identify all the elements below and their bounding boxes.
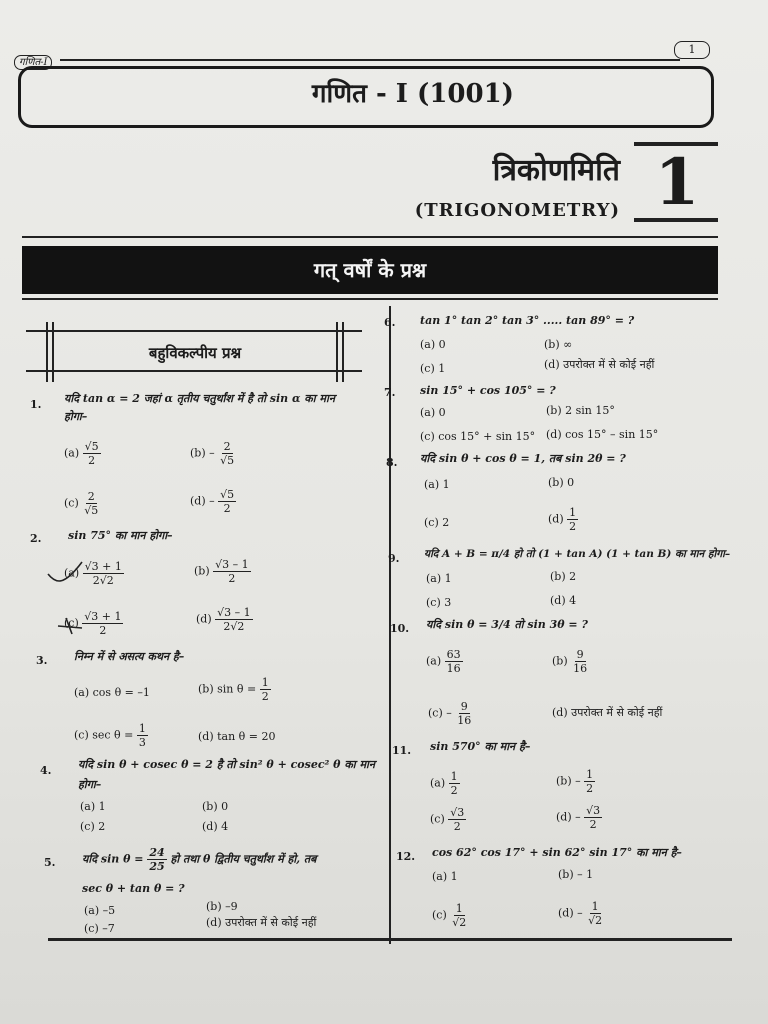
q12-option-c: (c) $\frac{1}{√2}$: [432, 902, 467, 929]
q5-option-c: (c) –7: [84, 922, 115, 935]
q1-text-2: होगा–: [64, 410, 88, 423]
bottom-rule: [48, 938, 732, 941]
q11-number: 11.: [392, 744, 412, 757]
q7-number: 7.: [384, 386, 396, 399]
q2-option-a: (a) $\frac{√3 + 1}{2√2}$: [64, 560, 122, 587]
header-line: [60, 59, 680, 61]
q8-number: 8.: [386, 456, 398, 469]
mcq-frame-bottom: [26, 370, 362, 372]
q5-option-d: (d) उपरोक्त में से कोई नहीं: [206, 916, 317, 929]
q9-option-a: (a) 1: [426, 572, 452, 585]
q4-option-a: (a) 1: [80, 800, 106, 813]
q9-option-c: (c) 3: [426, 596, 452, 609]
mcq-frame-left-1: [46, 322, 48, 382]
q7-option-a: (a) 0: [420, 406, 446, 419]
mcq-frame-right-1: [336, 322, 338, 382]
q8-text: यदि sin θ + cos θ = 1, तब sin 2θ = ?: [420, 452, 626, 465]
chapter-number: 1: [654, 145, 700, 220]
q12-number: 12.: [396, 850, 416, 863]
q1-option-d: (d) – $\frac{√5}{2}$: [190, 488, 235, 515]
q7-option-c: (c) cos 15° + sin 15°: [420, 430, 536, 443]
q5-option-b: (b) –9: [206, 900, 238, 913]
q1-number: 1.: [30, 398, 42, 411]
q2-option-b: (b) $\frac{√3 - 1}{2}$: [194, 558, 249, 585]
q11-option-c: (c) $\frac{√3}{2}$: [430, 806, 465, 833]
q2-option-c: (c) $\frac{√3 + 1}{2}$: [64, 610, 122, 637]
page-number: 1: [674, 41, 710, 59]
q6-option-c: (c) 1: [420, 362, 446, 375]
q11-option-d: (d) – $\frac{√3}{2}$: [556, 804, 601, 831]
subject-tag: गणित-I: [14, 55, 52, 70]
q9-text: यदि A + B = π/4 हो तो (1 + tan A) (1 + tan B) का मान होगा–: [424, 548, 731, 560]
q8-option-b: (b) 0: [548, 476, 575, 489]
q5-number: 5.: [44, 856, 56, 869]
mcq-frame-top: [26, 330, 362, 332]
q8-option-c: (c) 2: [424, 516, 450, 529]
q1-text: यदि tan α = 2 जहां α तृतीय चतुर्थांश में है तो sin α का मान: [64, 392, 335, 405]
q3-option-d: (d) tan θ = 20: [198, 730, 276, 743]
q2-number: 2.: [30, 532, 42, 545]
q11-text: sin 570° का मान है–: [430, 740, 531, 753]
q3-option-a: (a) cos θ = –1: [74, 686, 150, 699]
q5-text: यदि sin θ = $\frac{24}{25}$ हो तथा θ द्वितीय चतुर्थांश में हो, तब: [82, 846, 317, 873]
q4-option-c: (c) 2: [80, 820, 106, 833]
q12-option-b: (b) – 1: [558, 868, 594, 881]
q1-option-a: (a) $\frac{√5}{2}$: [64, 440, 99, 467]
q6-number: 6.: [384, 316, 396, 329]
q4-option-d: (d) 4: [202, 820, 229, 833]
q3-option-b: (b) sin θ = $\frac{1}{2}$: [198, 676, 269, 703]
q10-option-c: (c) – $\frac{9}{16}$: [428, 700, 472, 727]
q9-number: 9.: [388, 552, 400, 565]
banner-rule-top: [22, 236, 718, 238]
mcq-frame-right-2: [342, 322, 344, 382]
chapter-number-rule-bottom: [634, 218, 718, 222]
q2-text: sin 75° का मान होगा–: [68, 529, 173, 542]
q12-option-a: (a) 1: [432, 870, 458, 883]
pen-tick-mark-icon: [46, 560, 86, 590]
q11-option-b: (b) – $\frac{1}{2}$: [556, 768, 594, 795]
q10-option-a: (a) $\frac{63}{16}$: [426, 648, 461, 675]
q12-text: cos 62° cos 17° + sin 62° sin 17° का मान है–: [432, 846, 682, 859]
q10-text: यदि sin θ = 3/4 तो sin 3θ = ?: [426, 618, 588, 631]
chapter-title-hindi: त्रिकोणमिति: [492, 153, 620, 188]
q6-text: tan 1° tan 2° tan 3° ..... tan 89° = ?: [420, 314, 635, 327]
q7-text: sin 15° + cos 105° = ?: [420, 384, 556, 397]
q8-option-d: (d) $\frac{1}{2}$: [548, 506, 577, 533]
section-title: बहुविकल्पीय प्रश्न: [148, 344, 242, 362]
q5-option-a: (a) –5: [84, 904, 116, 917]
q4-option-b: (b) 0: [202, 800, 229, 813]
q6-option-b: (b) ∞: [544, 338, 573, 351]
q1-option-c: (c) $\frac{2}{√5}$: [64, 490, 99, 517]
q8-option-a: (a) 1: [424, 478, 450, 491]
q5-text-2: sec θ + tan θ = ?: [82, 882, 185, 895]
q11-option-a: (a) $\frac{1}{2}$: [430, 770, 458, 797]
q10-option-d: (d) उपरोक्त में से कोई नहीं: [552, 706, 663, 719]
chapter-title-english: (TRIGONOMETRY): [414, 200, 620, 221]
q1-option-b: (b) – $\frac{2}{√5}$: [190, 440, 235, 467]
section-banner: गत् वर्षों के प्रश्न: [22, 246, 718, 294]
q12-option-d: (d) – $\frac{1}{√2}$: [558, 900, 603, 927]
q9-option-d: (d) 4: [550, 594, 577, 607]
q2-option-d: (d) $\frac{√3 - 1}{2√2}$: [196, 606, 251, 633]
q4-text: यदि sin θ + cosec θ = 2 है तो sin² θ + cosec² θ का मान: [78, 758, 376, 771]
q3-number: 3.: [36, 654, 48, 667]
pen-cross-mark-icon: [56, 616, 86, 636]
q4-number: 4.: [40, 764, 52, 777]
banner-rule-bottom: [22, 298, 718, 300]
q7-option-d: (d) cos 15° – sin 15°: [546, 428, 659, 441]
q9-option-b: (b) 2: [550, 570, 577, 583]
q4-text-2: होगा–: [78, 778, 102, 791]
q3-option-c: (c) sec θ = $\frac{1}{3}$: [74, 722, 146, 749]
mcq-frame-left-2: [52, 322, 54, 382]
page-title: गणित - I (1001): [311, 79, 514, 109]
q6-option-d: (d) उपरोक्त में से कोई नहीं: [544, 358, 655, 371]
q3-text: निम्न में से असत्य कथन है–: [74, 650, 185, 663]
q10-option-b: (b) $\frac{9}{16}$: [552, 648, 588, 675]
q7-option-b: (b) 2 sin 15°: [546, 404, 615, 417]
q6-option-a: (a) 0: [420, 338, 446, 351]
q10-number: 10.: [390, 622, 410, 635]
